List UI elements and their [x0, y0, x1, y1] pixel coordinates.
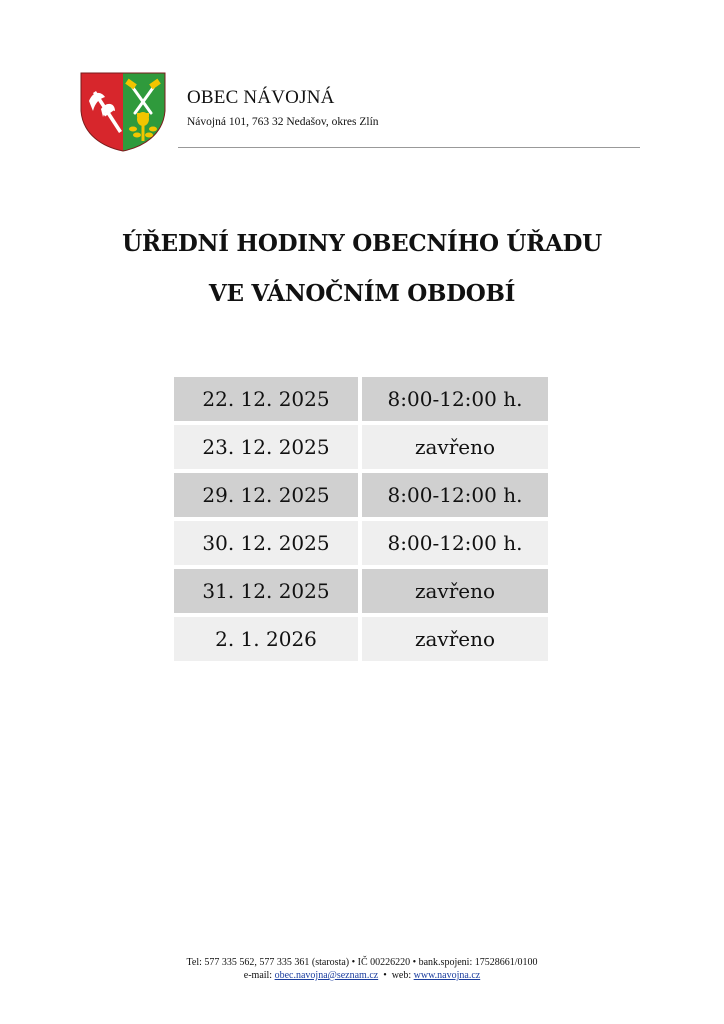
office-hours-table — [170, 377, 552, 665]
web-label: • web: — [378, 970, 414, 981]
hours-cell: 8:00-12:00 h. — [362, 377, 548, 425]
hours-cell: 8:00-12:00 h. — [362, 521, 548, 569]
date-cell: 30. 12. 2025 — [174, 521, 358, 569]
table-row — [174, 521, 548, 569]
footer-web-line — [0, 970, 724, 981]
table-row — [174, 425, 548, 473]
footer-contact-line: Tel: 577 335 562, 577 335 361 (starosta) • IČ 00226220 • bank.spojeni: 17528661/0100 — [186, 957, 538, 968]
email-link[interactable]: obec.navojna@seznam.cz — [274, 970, 379, 981]
date-cell: 29. 12. 2025 — [174, 473, 358, 521]
date-cell: 31. 12. 2025 — [174, 569, 358, 617]
hours-cell: zavřeno — [362, 617, 548, 665]
header-divider — [178, 147, 640, 148]
table-row — [174, 473, 548, 521]
hours-cell: 8:00-12:00 h. — [362, 473, 548, 521]
hours-cell: zavřeno — [362, 569, 548, 617]
page-title-line-1: ÚŘEDNÍ HODINY OBECNÍHO ÚŘADU — [122, 230, 602, 257]
organization-name: OBEC NÁVOJNÁ — [187, 87, 335, 108]
email-label: e-mail: — [243, 970, 275, 981]
date-cell: 23. 12. 2025 — [174, 425, 358, 473]
coat-of-arms-icon — [79, 71, 167, 155]
page-title-line-2: VE VÁNOČNÍM OBDOBÍ — [208, 280, 516, 307]
table-row — [174, 617, 548, 665]
table-row — [174, 377, 548, 425]
date-cell: 22. 12. 2025 — [174, 377, 358, 425]
website-link[interactable]: www.navojna.cz — [413, 970, 481, 981]
organization-address: Návojná 101, 763 32 Nedašov, okres Zlín — [187, 116, 379, 128]
date-cell: 2. 1. 2026 — [174, 617, 358, 665]
table-row — [174, 569, 548, 617]
hours-cell: zavřeno — [362, 425, 548, 473]
